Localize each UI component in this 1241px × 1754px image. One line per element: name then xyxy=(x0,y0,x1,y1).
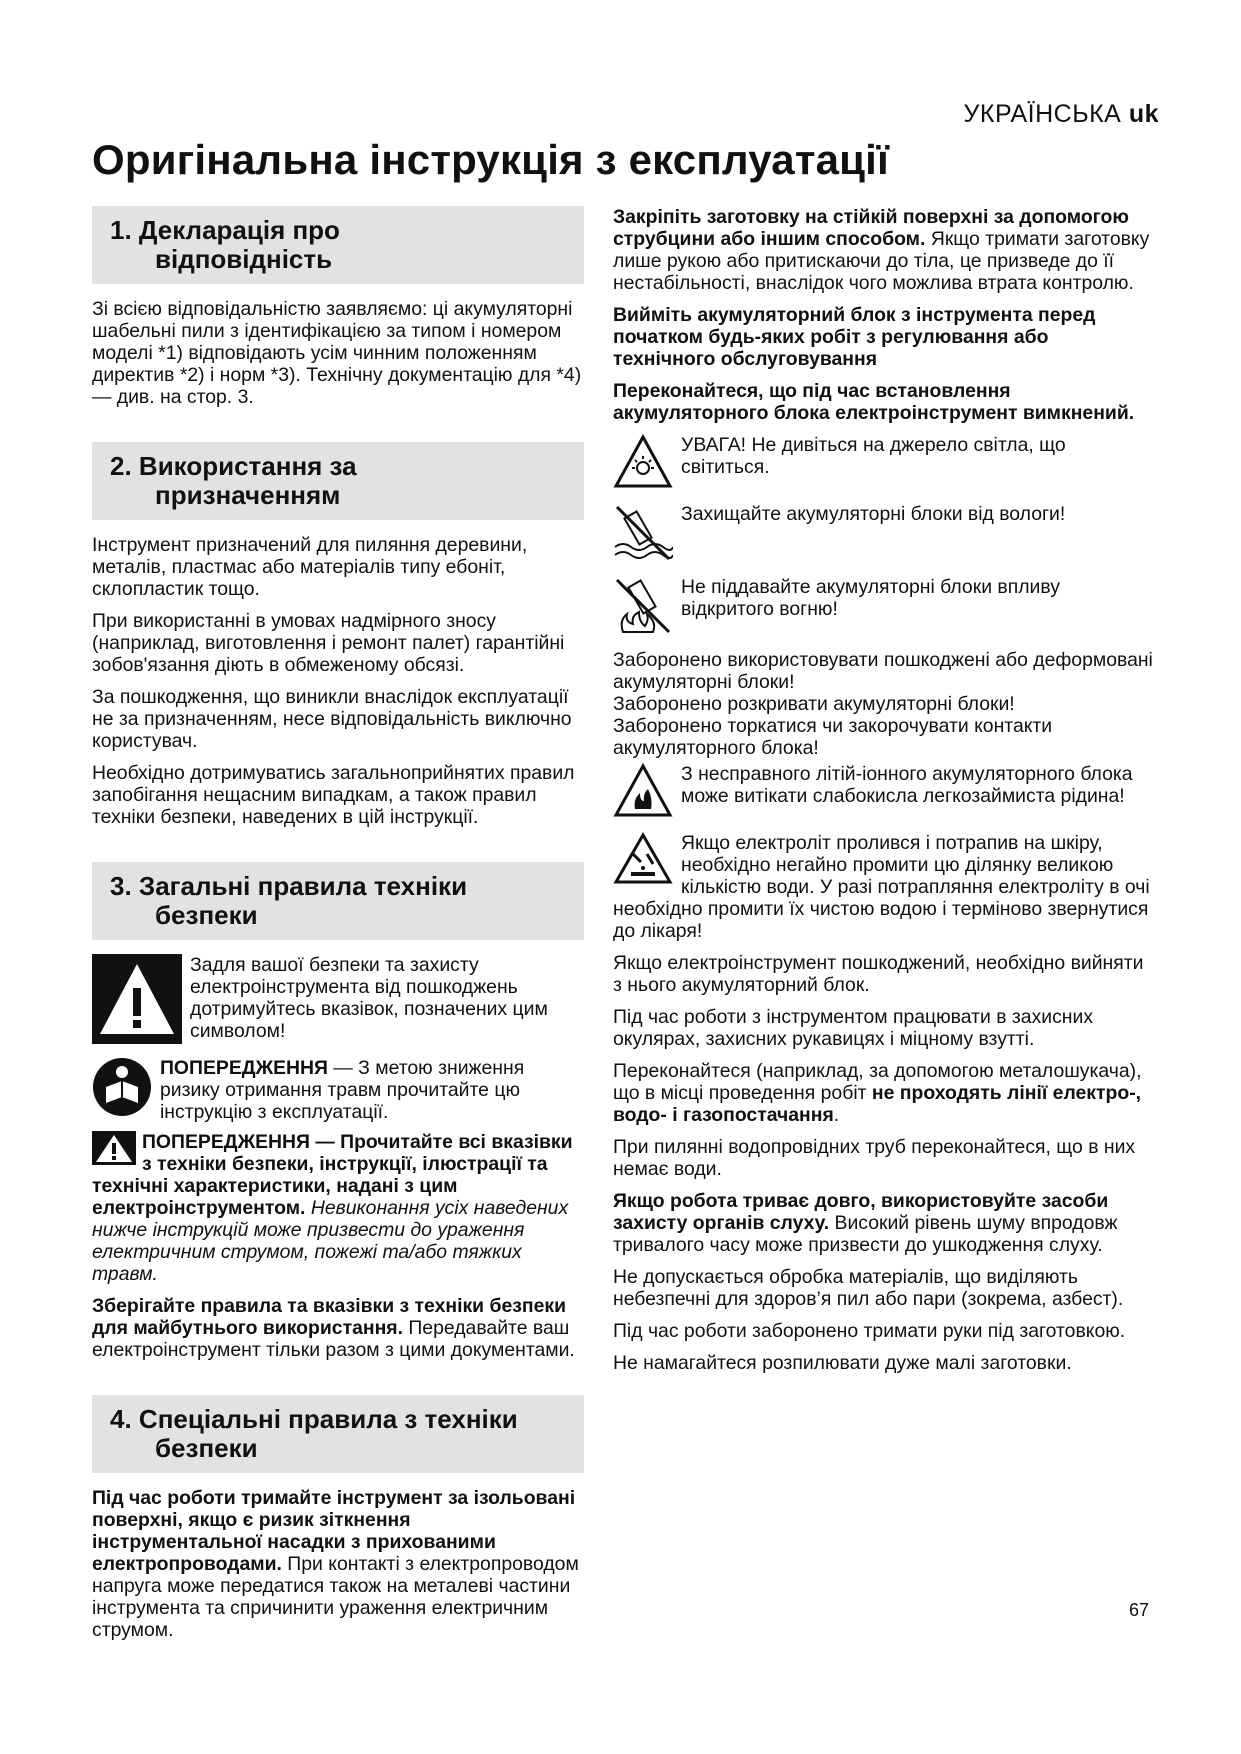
corrosive-warning-icon xyxy=(613,832,673,886)
section-heading-2: 2. Використання за призначенням xyxy=(92,442,584,520)
section-heading-3: 3. Загальні правила техніки безпеки xyxy=(92,862,584,940)
remove-battery-text: Вийміть акумуляторний блок з інструмента перед початком будь-яких робіт з регулювання або технічного обслуговування xyxy=(613,304,1096,370)
ppe-text: Під час роботи з інструментом працювати в захисних окулярах, захисних рукавицях і міцному взутті. xyxy=(613,1006,1094,1050)
keep-instructions: Зберігайте правила та вказівки з техніки безпеки для майбутнього використання. Передавайте ваш електроінструмент тільки разом з цими документами. xyxy=(92,1295,575,1361)
flammable-row: З несправного літій-іонного акумуляторного блока може витікати слабокисла легкозаймиста рідина! xyxy=(613,763,1153,824)
left-column xyxy=(92,206,584,1651)
small-workpiece-text: Не намагайтеся розпилювати дуже малі заготовки. xyxy=(613,1352,1072,1374)
page-title: Оригінальна інструкція з експлуатації xyxy=(92,136,890,183)
flammable-warning-icon xyxy=(613,763,673,824)
clamp-text: Закріпіть заготовку на стійкій поверхні за допомогою струбцини або іншим способом. Якщо тримати заготовку лише рукою або притискаючи до тіла, це призведе до її нестабільності, внаслідок чого можлива втрата контролю. xyxy=(613,206,1150,294)
section-heading-1: 1. Декларація про відповідність xyxy=(92,206,584,284)
dust-text: Не допускається обробка матеріалів, що виділяють небезпечні для здоров’я пил або пари (зокрема, азбест). xyxy=(613,1266,1124,1310)
battery-prohibitions: Заборонено використовувати пошкоджені або деформовані акумуляторні блоки! Заборонено розкривати акумуляторні блоки! Заборонено торкатися чи закорочувати контакти акумуляторного блока! xyxy=(613,649,1153,759)
light-warning-row: УВАГА! Не дивіться на джерело світла, що світиться. xyxy=(613,434,1153,495)
read-all-warning: ПОПЕРЕДЖЕННЯ — Прочитайте всі вказівки з техніки безпеки, інструкції, ілюстрації та технічні характеристики, надані з цим електроінструментом. Невиконання усіх наведених нижче інструкцій може призвести до ураження електричним струмом, пожежі та/або тяжких травм. xyxy=(92,1131,573,1285)
safety-symbol-row: Задля вашої безпеки та захисту електроінструмента від пошкоджень дотримуйтесь вказівок, позначених цим символом! xyxy=(92,954,584,1049)
warning-triangle-icon xyxy=(92,954,182,1049)
right-column xyxy=(613,206,1153,1384)
wear-text: При використанні в умовах надмірного зносу (наприклад, виготовлення і ремонт палет) гарантійні зобов'язання діють в обмеженому обсязі. xyxy=(92,610,565,676)
hearing-text: Якщо робота триває довго, використовуйте засоби захисту органів слуху. Високий рівень шуму впродовж тривалого часу може призвести до ушкодження слуху. xyxy=(613,1190,1118,1256)
switched-off-text: Переконайтеся, що під час встановлення акумуляторного блока електроінструмент вимкнений. xyxy=(613,380,1135,424)
language-label xyxy=(964,100,1159,129)
read-manual-icon xyxy=(92,1057,152,1122)
damaged-tool-text: Якщо електроінструмент пошкоджений, необхідно вийняти з нього акумуляторний блок. xyxy=(613,952,1144,996)
insulated-grip-text: Під час роботи тримайте інструмент за ізольовані поверхні, якщо є ризик зіткнення інструментальної насадки з прихованими електропроводами. При контакті з електропроводом напруга може передатися також на металеві частини інструмента та спричинити ураження електричним струмом. xyxy=(92,1487,579,1641)
declaration-text: Зі всією відповідальністю заявляємо: ці акумуляторні шабельні пили з ідентифікацією за типом і номером моделі *1) відповідають усім чинним положенням директив *2) і норм *3). Технічну документацію для *4) — див. на стор. 3. xyxy=(92,298,582,408)
no-fire-icon xyxy=(613,576,673,641)
liability-text: За пошкодження, що виникли внаслідок експлуатації не за призначенням, несе відповідальність виключно користувач. xyxy=(92,686,572,752)
fire-row: Не піддавайте акумуляторні блоки впливу відкритого вогню! xyxy=(613,576,1153,641)
no-moisture-icon xyxy=(613,503,673,568)
moisture-row: Захищайте акумуляторні блоки від вологи! xyxy=(613,503,1153,568)
pipes-text: При пилянні водопровідних труб переконайтеся, що в них немає води. xyxy=(613,1136,1136,1180)
electrolyte-text: Якщо електроліт пролився і потрапив на шкіру, необхідно негайно промити цю ділянку великою кількістю води. У разі потрапляння електроліту в очі необхідно промити їх чистою водою і терміново звернутися до лікаря! xyxy=(613,832,1150,942)
light-warning-icon xyxy=(613,434,673,495)
section-heading-4: 4. Спеціальні правила з техніки безпеки xyxy=(92,1395,584,1473)
rules-text: Необхідно дотримуватись загальноприйнятих правил запобігання нещасним випадкам, а також правил техніки безпеки, наведених в цій інструкції. xyxy=(92,762,575,828)
language-name: УКРАЇНСЬКА xyxy=(963,100,1122,128)
hidden-lines-text: Переконайтеся (наприклад, за допомогою металошукача), що в місці проведення робіт не проходять лінії електро-, водо- і газопостачання. xyxy=(613,1060,1142,1126)
hands-text: Під час роботи заборонено тримати руки під заготовкою. xyxy=(613,1320,1126,1342)
page-number: 67 xyxy=(1128,1600,1149,1620)
small-warning-icon xyxy=(92,1131,136,1165)
intended-use-text: Інструмент призначений для пиляння деревини, металів, пластмас або матеріалів типу ебоніт, склопластик тощо. xyxy=(92,534,528,600)
language-code: uk xyxy=(1128,100,1159,128)
read-manual-row: ПОПЕРЕДЖЕННЯ — З метою зниження ризику отримання травм прочитайте цю інструкцію з експлуатації. xyxy=(92,1057,584,1123)
